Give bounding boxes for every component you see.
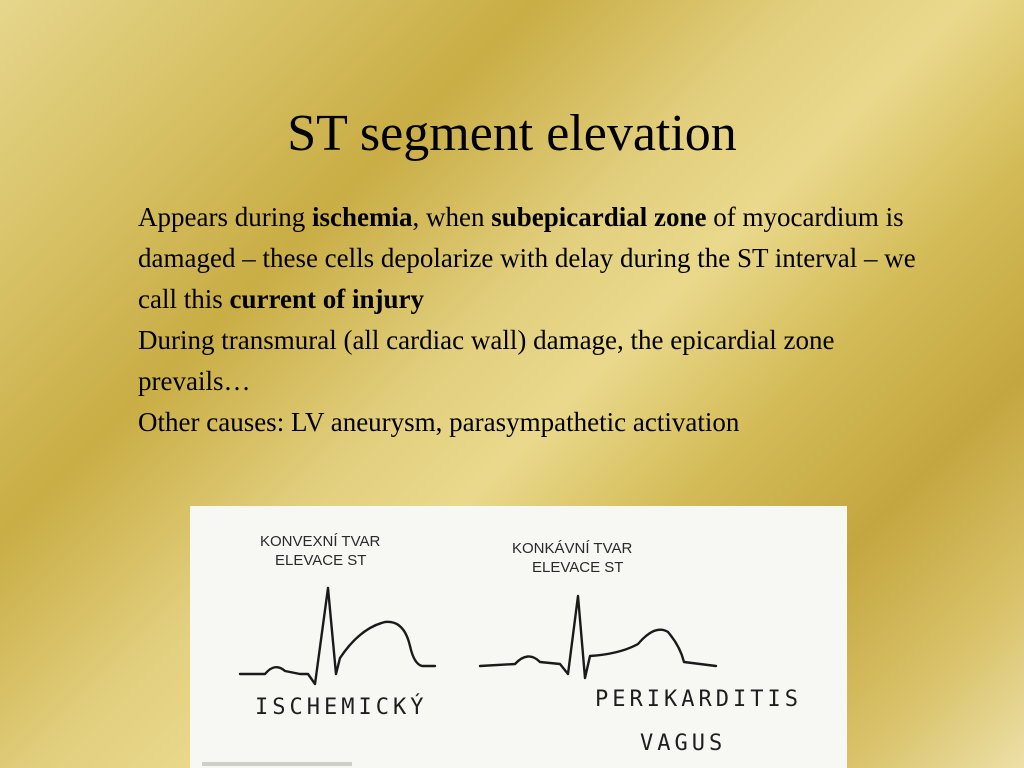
p1-text-1: Appears during — [138, 202, 312, 232]
p1-bold-ischemia: ischemia — [311, 202, 413, 232]
ecg-trace-concave — [480, 596, 716, 678]
ecg-scan-image — [190, 506, 847, 768]
right-label-line1: KONKÁVNÍ TVAR — [512, 540, 633, 557]
ecg-trace-convex — [240, 588, 435, 684]
p1-text-3: of myocardium is damaged – these cells depolarize with delay during the ST interval – we call this — [138, 202, 916, 314]
p1-text-2: , when — [412, 202, 492, 232]
right-handwriting-line2: VAGUS — [640, 731, 727, 756]
right-handwriting-line1: PERIKARDITIS — [595, 687, 802, 712]
slide-title: ST segment elevation — [287, 105, 737, 162]
slide-body — [138, 197, 918, 443]
p1-bold-subepicardial-zone: subepicardial zone — [491, 202, 707, 232]
left-label-line2: ELEVACE ST — [275, 552, 367, 569]
left-label-line1: KONVEXNÍ TVAR — [260, 533, 381, 550]
faint-caption-smudge — [202, 762, 352, 766]
left-handwriting: ISCHEMICKÝ — [255, 695, 428, 720]
paragraph-other-causes: Other causes: LV aneurysm, parasympathetic activation — [138, 407, 740, 437]
ecg-illustration — [190, 506, 847, 768]
paragraph-current-of-injury — [138, 197, 918, 320]
paragraph-transmural: During transmural (all cardiac wall) damage, the epicardial zone prevails… — [138, 325, 835, 396]
p1-bold-current-of-injury: current of injury — [229, 284, 424, 314]
right-label-line2: ELEVACE ST — [532, 559, 624, 576]
